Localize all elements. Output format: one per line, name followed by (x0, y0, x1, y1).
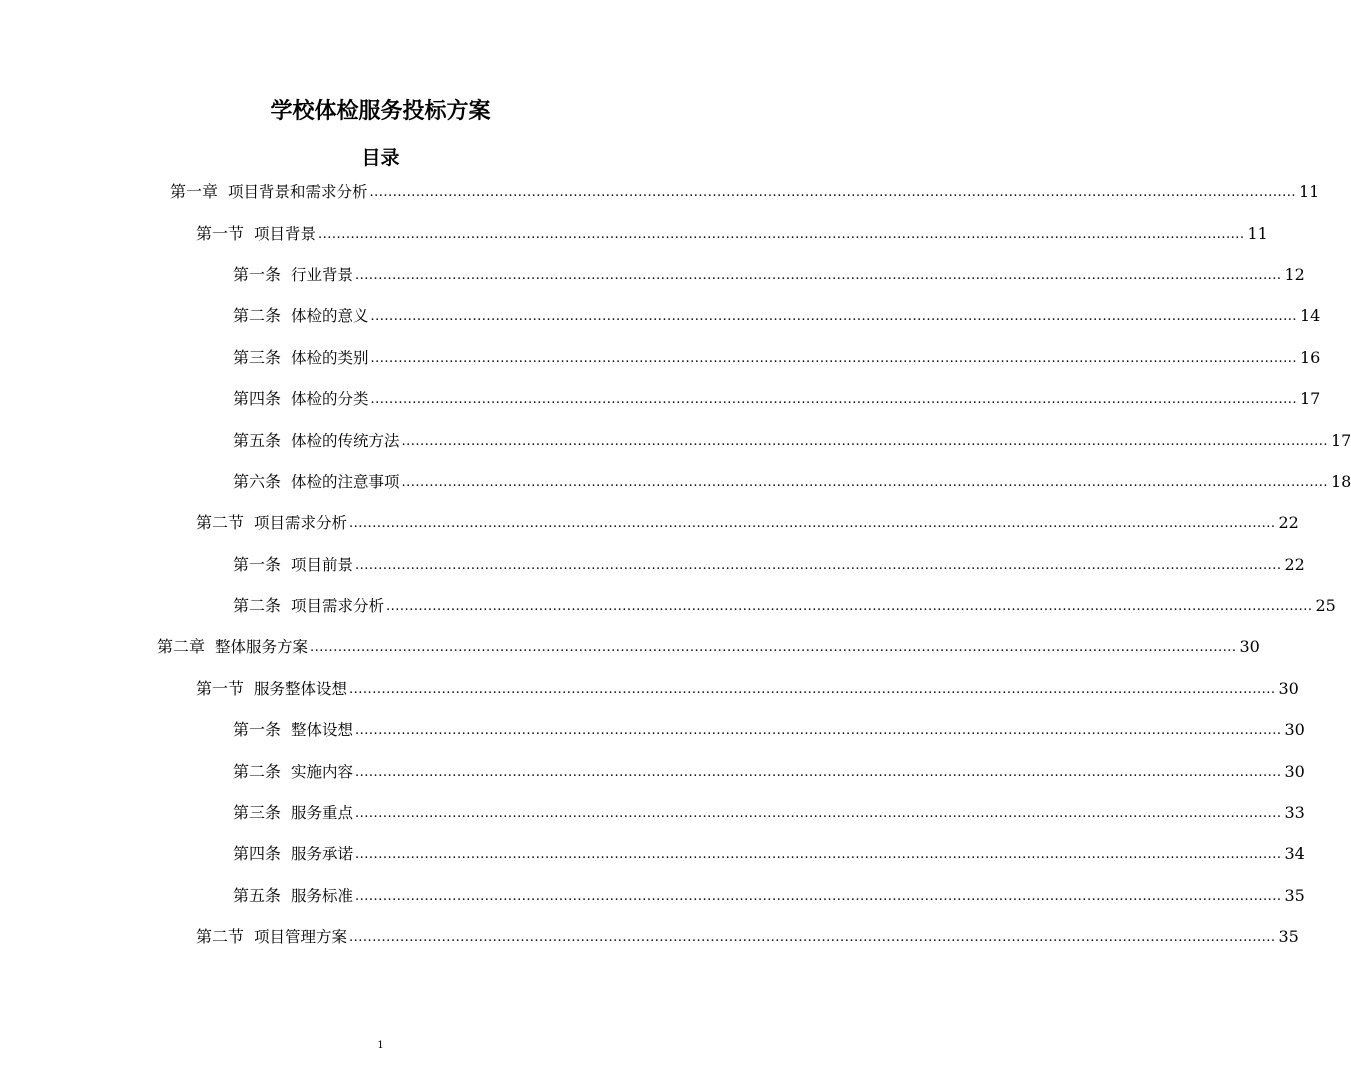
dot-leader: ........................................................................................................................................................................................................ (355, 806, 1282, 822)
dot-leader: ........................................................................................................................................................................................................ (349, 681, 1276, 697)
toc-entry[interactable] (0, 418, 1351, 459)
toc-entry-label: 第四条 (233, 844, 282, 864)
toc-entry-page: 34 (1284, 844, 1305, 864)
toc-entry-page: 11 (1299, 182, 1320, 202)
toc-entry-title: 体检的类别 (291, 348, 369, 367)
toc-entry-label: 第二条 (233, 596, 282, 616)
dot-leader: ........................................................................................................................................................................................................ (355, 557, 1282, 573)
document-title: 学校体检服务投标方案 (270, 99, 491, 124)
toc-entry-title: 服务整体设想 (254, 679, 348, 698)
toc-entry-title: 体检的注意事项 (291, 472, 400, 491)
toc-entry[interactable] (0, 377, 1321, 418)
toc-entry-page: 25 (1315, 596, 1336, 616)
toc-entry-page: 22 (1278, 513, 1299, 533)
toc-entry-label: 第一条 (233, 554, 282, 574)
toc-entry-label: 第一条 (233, 264, 282, 284)
toc-entry-title: 项目背景和需求分析 (228, 183, 368, 202)
toc-entry-label: 第三条 (233, 347, 282, 367)
toc-entry-page: 30 (1284, 761, 1305, 781)
toc-entry-page: 11 (1247, 223, 1268, 243)
toc-entry[interactable] (0, 915, 1299, 956)
toc-entry-title: 服务重点 (291, 804, 354, 823)
toc-entry-page: 30 (1239, 637, 1260, 657)
toc-entry[interactable] (0, 460, 1351, 501)
dot-leader: ........................................................................................................................................................................................................ (401, 474, 1328, 490)
toc-entry-title: 体检的意义 (291, 307, 369, 326)
toc-entry[interactable] (0, 832, 1305, 873)
toc-entry[interactable] (0, 708, 1305, 749)
page-number: 1 (377, 1040, 384, 1051)
toc-entry-page: 17 (1300, 389, 1321, 409)
toc-entry-label: 第二章 (157, 637, 206, 657)
toc-entry-label: 第六条 (233, 471, 282, 491)
toc-entry-page: 30 (1284, 720, 1305, 740)
dot-leader: ........................................................................................................................................................................................................ (310, 640, 1237, 656)
table-of-contents (0, 170, 1351, 956)
toc-entry[interactable] (0, 749, 1305, 790)
dot-leader: ........................................................................................................................................................................................................ (370, 309, 1297, 325)
toc-heading: 目录 (361, 147, 400, 169)
dot-leader: ........................................................................................................................................................................................................ (318, 226, 1245, 242)
dot-leader: ........................................................................................................................................................................................................ (355, 888, 1282, 904)
toc-entry-title: 项目需求分析 (254, 514, 348, 533)
toc-entry-title: 实施内容 (291, 762, 354, 781)
toc-entry-title: 整体设想 (291, 721, 354, 740)
toc-entry-label: 第四条 (233, 389, 282, 409)
toc-entry[interactable] (0, 501, 1299, 542)
toc-entry-label: 第二节 (196, 513, 245, 533)
toc-entry-page: 35 (1284, 885, 1305, 905)
toc-entry[interactable] (0, 791, 1305, 832)
toc-entry[interactable] (0, 543, 1305, 584)
toc-entry[interactable] (0, 625, 1260, 666)
dot-leader: ........................................................................................................................................................................................................ (370, 392, 1297, 408)
toc-entry[interactable] (0, 584, 1336, 625)
toc-entry-title: 服务标准 (291, 886, 354, 905)
toc-entry-page: 18 (1331, 471, 1351, 491)
toc-entry-label: 第五条 (233, 430, 282, 450)
toc-entry-title: 服务承诺 (291, 845, 354, 864)
toc-entry-title: 项目需求分析 (291, 597, 385, 616)
toc-entry-page: 17 (1331, 430, 1351, 450)
toc-entry-label: 第一章 (170, 182, 219, 202)
dot-leader: ........................................................................................................................................................................................................ (355, 847, 1282, 863)
toc-entry[interactable] (0, 170, 1320, 211)
toc-entry-label: 第三条 (233, 803, 282, 823)
toc-entry[interactable] (0, 336, 1321, 377)
toc-entry-title: 项目背景 (254, 224, 317, 243)
toc-entry-page: 35 (1278, 927, 1299, 947)
toc-entry[interactable] (0, 211, 1268, 252)
dot-leader: ........................................................................................................................................................................................................ (386, 599, 1313, 615)
dot-leader: ........................................................................................................................................................................................................ (369, 185, 1296, 201)
dot-leader: ........................................................................................................................................................................................................ (355, 723, 1282, 739)
toc-entry-title: 整体服务方案 (215, 638, 309, 657)
dot-leader: ........................................................................................................................................................................................................ (401, 433, 1328, 449)
dot-leader: ........................................................................................................................................................................................................ (349, 930, 1276, 946)
toc-entry-title: 行业背景 (291, 265, 354, 284)
toc-entry[interactable] (0, 667, 1299, 708)
toc-entry-page: 30 (1278, 678, 1299, 698)
toc-entry-label: 第一条 (233, 720, 282, 740)
dot-leader: ........................................................................................................................................................................................................ (370, 350, 1297, 366)
toc-entry-page: 33 (1284, 803, 1305, 823)
toc-entry-page: 16 (1300, 347, 1321, 367)
toc-entry-label: 第二条 (233, 761, 282, 781)
toc-entry-label: 第一节 (196, 678, 245, 698)
toc-entry[interactable] (0, 874, 1305, 915)
toc-entry-title: 项目管理方案 (254, 928, 348, 947)
toc-entry-page: 22 (1284, 554, 1305, 574)
toc-entry[interactable] (0, 294, 1321, 335)
toc-entry-label: 第二条 (233, 306, 282, 326)
dot-leader: ........................................................................................................................................................................................................ (355, 764, 1282, 780)
toc-entry-title: 体检的传统方法 (291, 431, 400, 450)
toc-entry[interactable] (0, 253, 1305, 294)
toc-entry-title: 体检的分类 (291, 390, 369, 409)
toc-entry-title: 项目前景 (291, 555, 354, 574)
toc-entry-label: 第一节 (196, 223, 245, 243)
toc-entry-page: 12 (1284, 264, 1305, 284)
toc-entry-label: 第五条 (233, 885, 282, 905)
toc-entry-page: 14 (1300, 306, 1321, 326)
dot-leader: ........................................................................................................................................................................................................ (355, 267, 1282, 283)
toc-entry-label: 第二节 (196, 927, 245, 947)
dot-leader: ........................................................................................................................................................................................................ (349, 516, 1276, 532)
